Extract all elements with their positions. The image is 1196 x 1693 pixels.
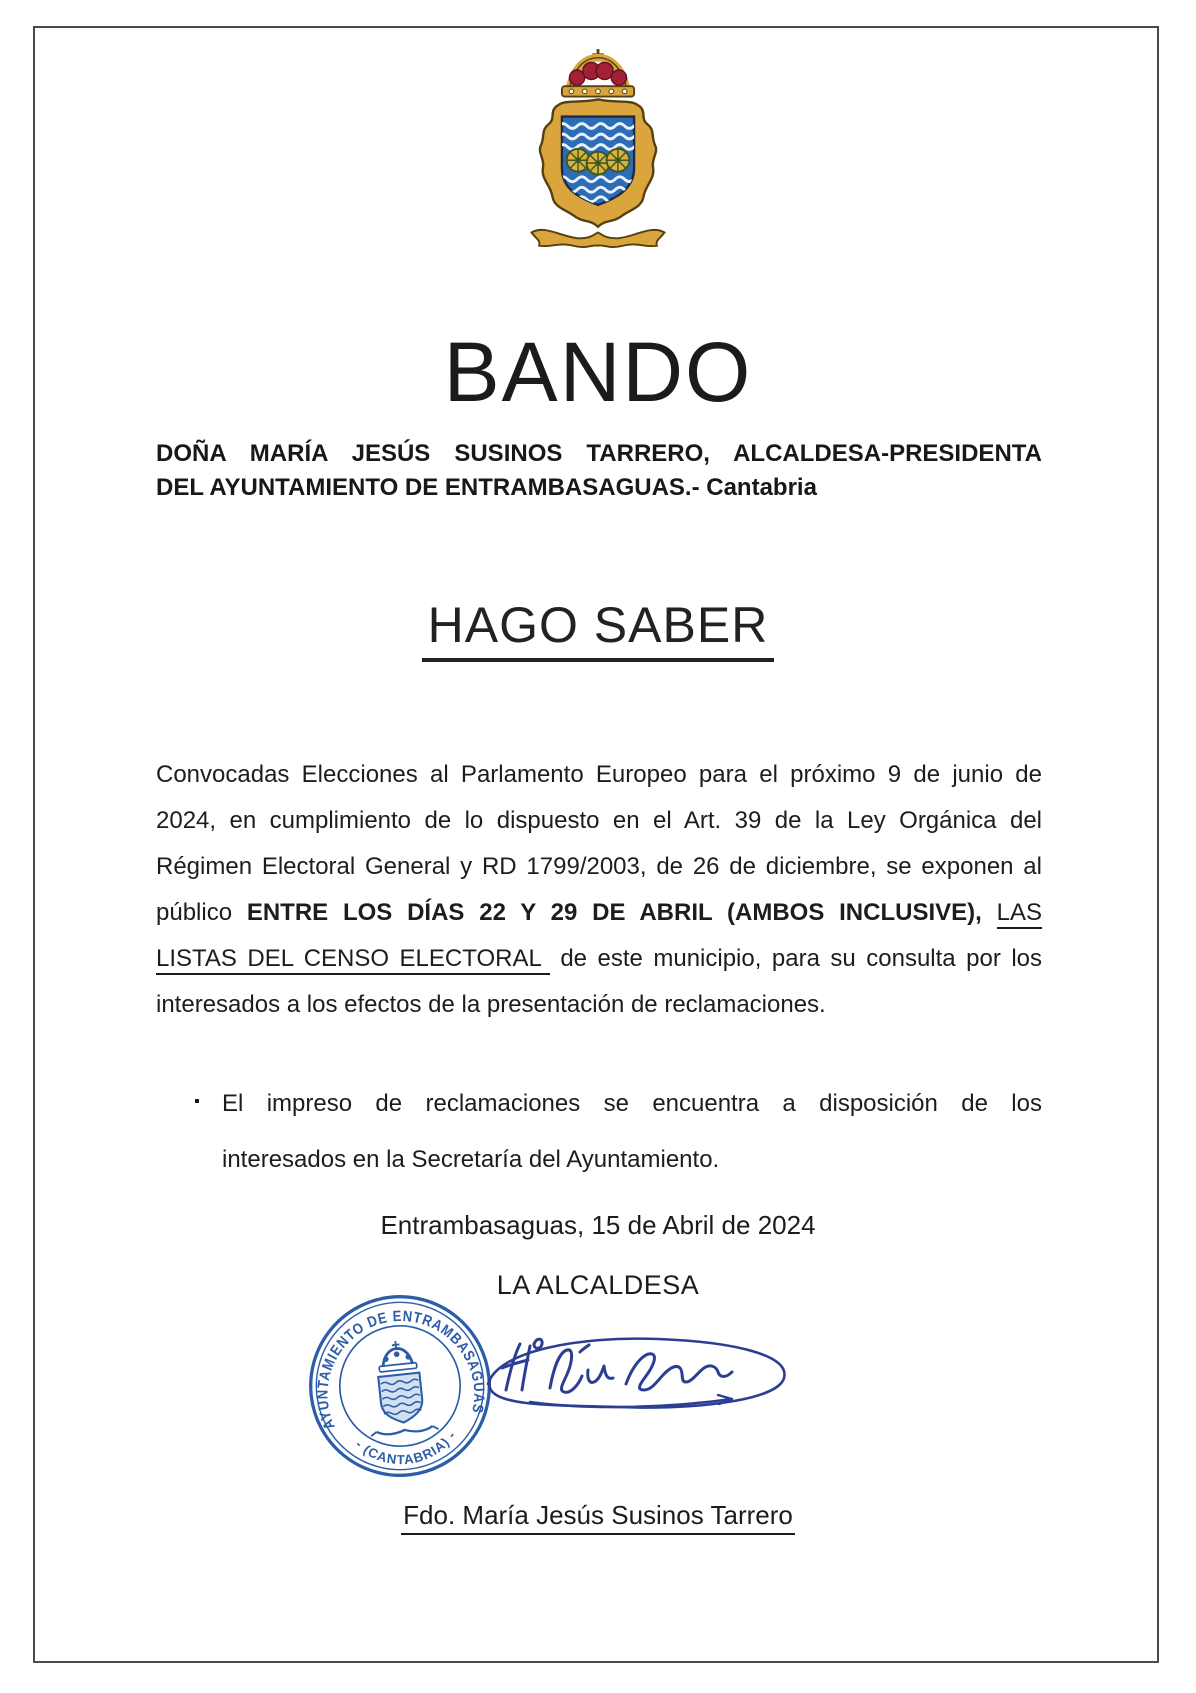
bullet-line: El impreso de reclamaciones se encuentra a disposición de los bbox=[222, 1090, 1042, 1117]
proclamation-heading bbox=[0, 596, 1196, 654]
coat-of-arms-icon bbox=[503, 46, 693, 265]
body-line: 2024, en cumplimiento de lo dispuesto en el Art. 39 de la Ley Orgánica del bbox=[156, 807, 1042, 834]
body-paragraph bbox=[156, 752, 1042, 1028]
signed-by-text: Fdo. María Jesús Susinos Tarrero bbox=[401, 1500, 795, 1535]
place-date-line: Entrambasaguas, 15 de Abril de 2024 bbox=[380, 1210, 816, 1240]
body-line: Régimen Electoral General y RD 1799/2003, de 26 de diciembre, se exponen al bbox=[156, 853, 1042, 880]
bullet-square-icon: ▪ bbox=[194, 1093, 200, 1110]
issuer-paragraph bbox=[156, 437, 1042, 505]
body-line: público ENTRE LOS DÍAS 22 Y 29 DE ABRIL (AMBOS INCLUSIVE), LAS bbox=[156, 890, 1042, 936]
issuer-line: DOÑA MARÍA JESÚS SUSINOS TARRERO, ALCALDESA-PRESIDENTA bbox=[156, 440, 1042, 467]
signature-scrawl bbox=[502, 1339, 732, 1392]
mill-wheels-icon bbox=[567, 149, 630, 175]
body-line: LISTAS DEL CENSO ELECTORAL de este municipio, para su consulta por los bbox=[156, 936, 1042, 982]
body-line: interesados a los efectos de la presentación de reclamaciones. bbox=[156, 991, 826, 1018]
bullet-line: interesados en la Secretaría del Ayuntamiento. bbox=[222, 1146, 720, 1173]
signature bbox=[468, 1306, 798, 1426]
issuer-line: DEL AYUNTAMIENTO DE ENTRAMBASAGUAS.- Cantabria bbox=[156, 474, 817, 501]
bullet-item bbox=[156, 1076, 1042, 1188]
stamp-ring-top-label: AYUNTAMIENTO DE ENTRAMBASAGUAS bbox=[314, 1307, 488, 1432]
proclamation-heading-text: HAGO SABER bbox=[422, 597, 775, 662]
crown-icon bbox=[562, 49, 634, 97]
stamp-crest-icon bbox=[362, 1338, 439, 1437]
signer-title: LA ALCALDESA bbox=[496, 1270, 700, 1300]
signature-oval-flourish bbox=[488, 1339, 784, 1408]
signed-by-line bbox=[0, 1500, 1196, 1531]
ribbon-icon bbox=[532, 230, 665, 247]
document-title: BANDO bbox=[443, 325, 753, 419]
body-line: Convocadas Elecciones al Parlamento Europeo para el próximo 9 de junio de bbox=[156, 761, 1042, 788]
stamp-ring-bottom-label: - (CANTABRIA) - bbox=[352, 1427, 460, 1468]
